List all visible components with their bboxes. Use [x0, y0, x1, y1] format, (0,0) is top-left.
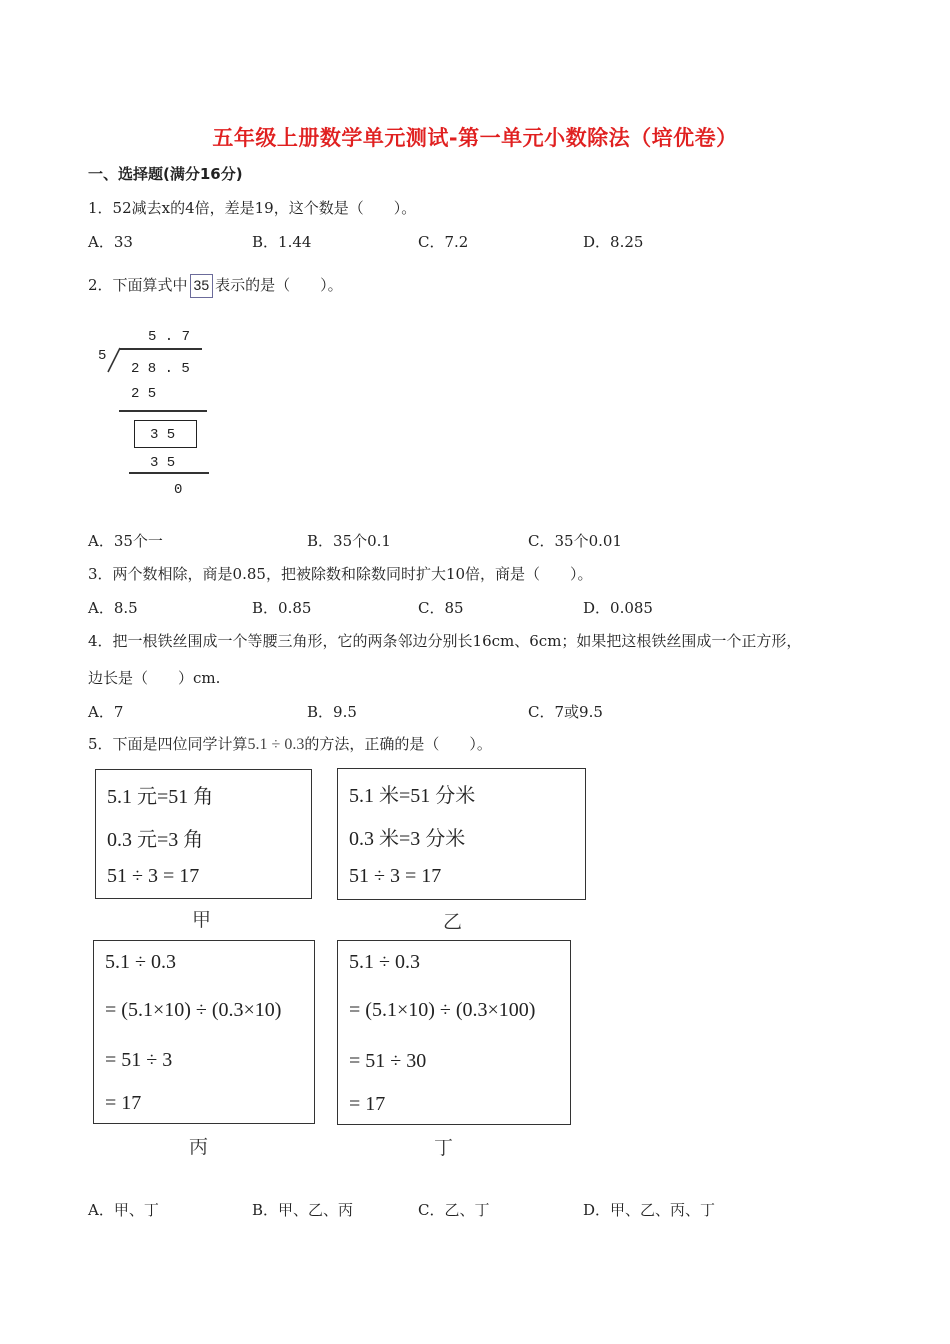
q2-option-a[interactable]: A．35个一: [88, 532, 163, 550]
jia-line-2: 0.3 元=3 角: [107, 829, 204, 851]
bing-line-1: 5.1 ÷ 0.3: [105, 951, 176, 973]
q5-option-c[interactable]: C．乙、丁: [418, 1201, 490, 1219]
ld-top-bar: [120, 348, 202, 350]
q4-option-b[interactable]: B．9.5: [307, 703, 357, 721]
ld-quotient: 5 . 7: [148, 329, 191, 345]
question-3: 3．两个数相除，商是0.85，把被除数和除数同时扩大10倍，商是（ ）。: [88, 565, 593, 583]
section-heading: 一、选择题(满分16分): [88, 165, 243, 183]
q1-option-a[interactable]: A．33: [88, 233, 133, 251]
q4-option-c[interactable]: C．7或9.5: [528, 703, 603, 721]
q1-option-c[interactable]: C．7.2: [418, 233, 469, 251]
q3-option-a[interactable]: A．8.5: [88, 599, 138, 617]
method-jia-box: [95, 769, 312, 899]
ld-bracket: [104, 347, 124, 373]
method-bing-box: [93, 940, 315, 1124]
ld-remainder: 3 5: [150, 427, 176, 443]
method-yi-box: [337, 768, 586, 900]
ding-line-2: = (5.1×10) ÷ (0.3×100): [349, 999, 536, 1021]
yi-line-3: 51 ÷ 3 = 17: [349, 865, 442, 887]
ld-dividend: 2 8 . 5: [131, 361, 190, 377]
q2-suffix: 表示的是（ ）。: [215, 276, 343, 294]
q5-expression: 5.1 ÷ 0.3: [247, 736, 305, 753]
q5-option-a[interactable]: A．甲、丁: [88, 1201, 159, 1219]
ld-final: 0: [174, 482, 183, 498]
method-jia-label: 甲: [192, 909, 212, 931]
ding-line-4: = 17: [349, 1093, 386, 1115]
q1-option-b[interactable]: B．1.44: [252, 233, 312, 251]
q4-option-a[interactable]: A．7: [88, 703, 124, 721]
jia-line-3: 51 ÷ 3 = 17: [107, 865, 200, 887]
method-ding-box: [337, 940, 571, 1125]
q3-option-c[interactable]: C．85: [418, 599, 464, 617]
yi-line-1: 5.1 米=51 分米: [349, 785, 476, 807]
page-title: 五年级上册数学单元测试-第一单元小数除法（培优卷）: [212, 126, 738, 150]
ld-divisor: 5: [98, 348, 107, 364]
bing-line-3: = 51 ÷ 3: [105, 1049, 173, 1071]
q5-option-b[interactable]: B．甲、乙、丙: [252, 1201, 354, 1219]
q2-boxed-number: 35: [190, 274, 214, 298]
question-1: 1．52减去x的4倍，差是19，这个数是（ ）。: [88, 199, 417, 217]
q1-option-d[interactable]: D．8.25: [583, 233, 644, 251]
bing-line-2: = (5.1×10) ÷ (0.3×10): [105, 999, 282, 1021]
ld-step1: 2 5: [131, 386, 157, 402]
ding-line-3: = 51 ÷ 30: [349, 1050, 427, 1072]
q2-option-c[interactable]: C．35个0.01: [528, 532, 622, 550]
q5-prefix: 5．下面是四位同学计算: [88, 735, 248, 753]
method-ding-label: 丁: [434, 1137, 454, 1159]
ld-rule-1: [119, 410, 207, 412]
question-5: [88, 733, 492, 754]
ding-line-1: 5.1 ÷ 0.3: [349, 951, 420, 973]
q3-option-b[interactable]: B．0.85: [252, 599, 312, 617]
ld-rule-2: [129, 472, 209, 474]
question-4-line1: 4．把一根铁丝围成一个等腰三角形，它的两条邻边分别长16cm、6cm；如果把这根铁丝围成一个正方形，: [88, 632, 802, 650]
question-4-line2: 边长是（ ）cm.: [88, 669, 221, 687]
question-2: [88, 273, 343, 298]
ld-step2: 3 5: [150, 455, 176, 471]
q5-option-d[interactable]: D．甲、乙、丙、丁: [583, 1201, 716, 1219]
yi-line-2: 0.3 米=3 分米: [349, 828, 466, 850]
method-bing-label: 丙: [189, 1136, 209, 1158]
q5-suffix: 的方法，正确的是（ ）。: [304, 735, 492, 753]
bing-line-4: = 17: [105, 1092, 142, 1114]
q3-option-d[interactable]: D．0.085: [583, 599, 653, 617]
jia-line-1: 5.1 元=51 角: [107, 786, 214, 808]
q2-option-b[interactable]: B．35个0.1: [307, 532, 391, 550]
q2-prefix: 2．下面算式中: [88, 276, 188, 294]
method-yi-label: 乙: [443, 911, 463, 933]
